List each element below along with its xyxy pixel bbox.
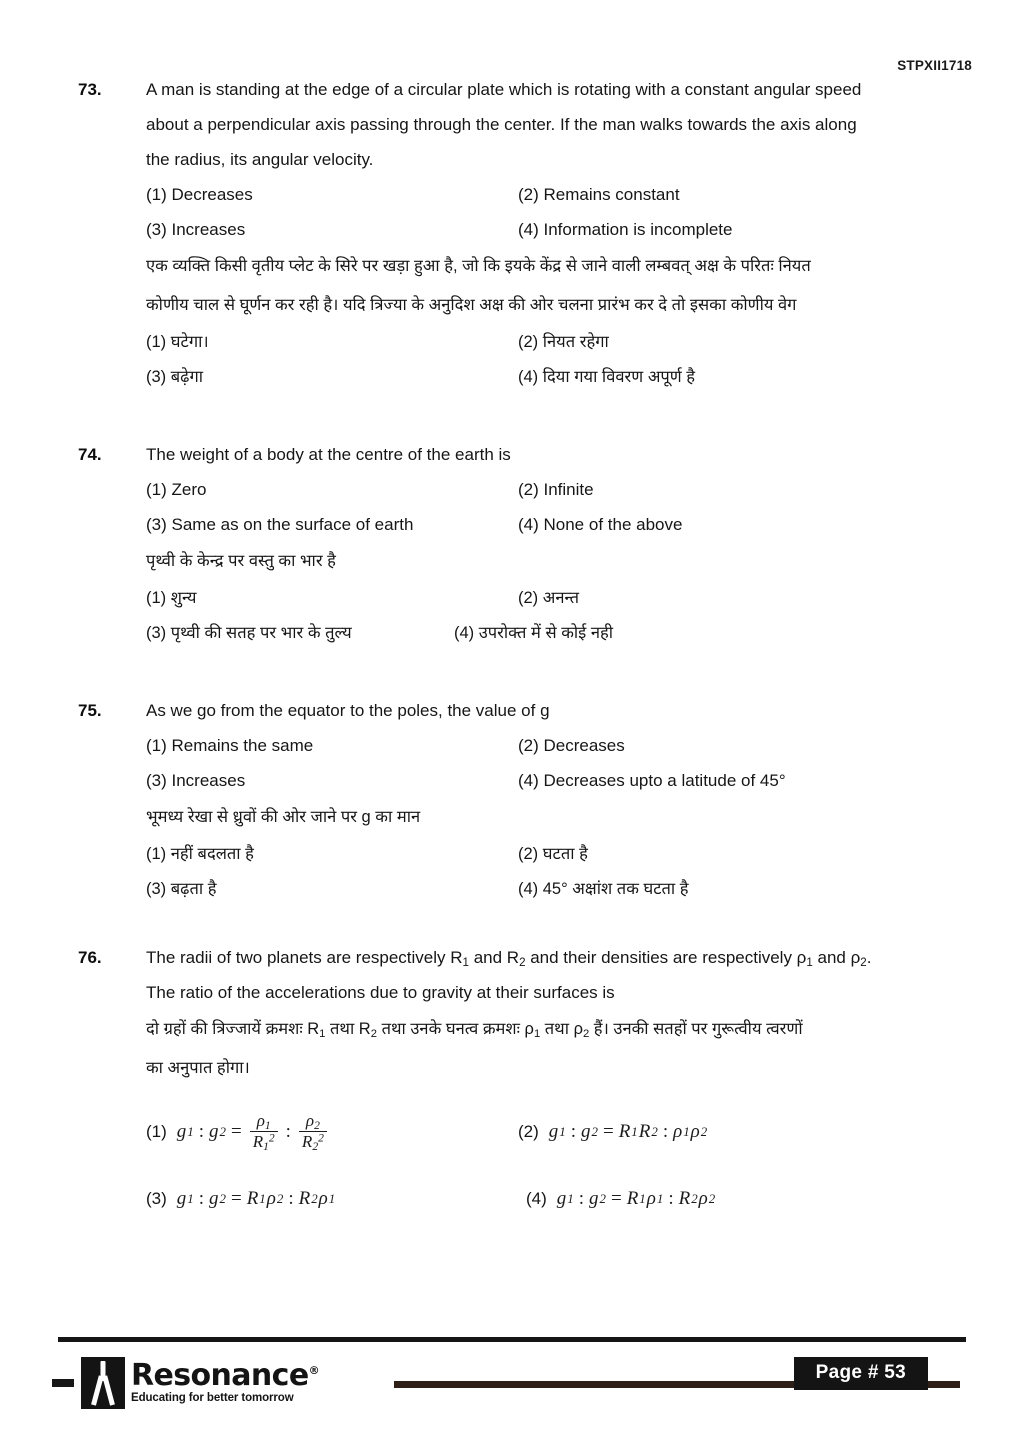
page-number-badge: Page # 53 <box>794 1357 928 1390</box>
q76-o1-R2sub: 2 <box>312 1140 319 1154</box>
question-74-options <box>146 472 958 542</box>
question-76-option-1[interactable] <box>146 1112 518 1152</box>
logo-brand-word: Resonance <box>131 1358 309 1394</box>
question-73-hindi-stem <box>146 247 958 325</box>
question-74-option-1[interactable]: (1) Zero <box>146 480 207 499</box>
q76-o1-equals: = <box>230 1120 242 1142</box>
question-76-hindi-line-1 <box>146 1010 958 1049</box>
q76-hindi-seg-1: दो ग्रहों की त्रिज्जायें क्रमशः R <box>146 1020 320 1038</box>
question-75-hindi-option-row-2 <box>146 872 958 907</box>
q76-o1-rho1: ρ <box>256 1111 265 1130</box>
question-73-number: 73. <box>78 80 102 99</box>
logo-tagline: Educating for better tomorrow <box>131 1392 294 1405</box>
question-73-option-4[interactable]: (4) Information is incomplete <box>518 220 733 239</box>
q76-o2-rho1: ρ <box>673 1120 683 1142</box>
q76-o1-R2: R <box>301 1131 313 1151</box>
question-75-stem-line-1: As we go from the equator to the poles, the value of g <box>146 701 550 720</box>
question-73-hindi-line-1: एक व्यक्ति किसी वृतीय प्लेट के सिरे पर खड़ा हुआ है, जो कि इयके केंद्र से जाने वाली लम्बवत् अक्ष के परितः नियत <box>146 257 811 275</box>
q76-o1-R1sub: 1 <box>263 1140 269 1154</box>
question-76-option-2-formula: g 1 : g 2 = R 1 R 2 : ρ 1 ρ 2 <box>548 1120 708 1142</box>
q76-o3-rho1: ρ <box>318 1187 328 1209</box>
question-73-hindi-option-2[interactable]: (2) नियत रहेगा <box>518 333 609 351</box>
resonance-logo <box>52 1355 319 1411</box>
question-76-hindi-stem <box>146 1010 958 1088</box>
q76-o1-R1: R <box>252 1131 264 1151</box>
question-74-option-2[interactable]: (2) Infinite <box>518 480 594 499</box>
q76-o1-fraction-2 <box>299 1112 327 1152</box>
footer-divider <box>58 1337 966 1342</box>
question-74-hindi-line-1: पृथ्वी के केन्द्र पर वस्तु का भार है <box>146 552 336 570</box>
resonance-mark-icon <box>81 1357 125 1409</box>
question-73-head <box>78 72 958 177</box>
q76-stem-seg-5: . <box>866 948 872 967</box>
question-75-options <box>146 728 958 798</box>
question-73 <box>78 72 958 395</box>
q76-o1-rho2sub: 2 <box>314 1119 320 1133</box>
logo-brand-name <box>131 1358 320 1394</box>
question-73-hindi-line-2: कोणीय चाल से घूर्णन कर रही है। यदि त्रिज्या के अनुदिश अक्ष की ओर चलना प्रारंभ कर दे तो इसका कोणीय वेग <box>146 296 797 314</box>
q76-o1-colon-2: : <box>285 1120 291 1142</box>
question-74-hindi-option-3[interactable]: (3) पृथ्वी की सतह पर भार के तुल्य <box>146 624 352 642</box>
q76-o2-R1: R <box>618 1120 631 1142</box>
question-74 <box>78 437 958 651</box>
registered-trademark-icon: ® <box>308 1364 320 1378</box>
q76-o3-g2: g <box>209 1187 219 1209</box>
q76-o1-fraction-1 <box>250 1112 278 1152</box>
question-74-head <box>78 437 958 472</box>
question-76-option-1-formula: g 1 : g 2 = $\frac{\rho_1}{R_1^2}$ : $\frac{\rho_2}{R_2^2}$ <box>177 1112 330 1152</box>
question-74-option-row-1 <box>146 472 958 507</box>
question-75-stem <box>146 693 958 728</box>
q76-o2-R2: R <box>638 1120 651 1142</box>
q76-o4-rho2: ρ <box>698 1187 708 1209</box>
q76-hindi-sub-2: 2 <box>370 1028 377 1041</box>
question-75-hindi-line-1: भूमध्य रेखा से ध्रुवों की ओर जाने पर g का मान <box>146 808 421 826</box>
question-74-number: 74. <box>78 445 102 464</box>
question-75-head <box>78 693 958 728</box>
question-73-stem-line-2: about a perpendicular axis passing through the center. If the man walks towards the axis along <box>146 115 857 134</box>
q76-o2-g1: g <box>548 1120 559 1142</box>
logo-leg-left-shape <box>91 1375 104 1405</box>
q76-stem-seg-4: and ρ <box>812 948 861 967</box>
question-73-stem-line-1: A man is standing at the edge of a circular plate which is rotating with a constant angular speed <box>146 80 862 99</box>
question-75-hindi-stem <box>146 798 958 837</box>
question-74-hindi-option-2[interactable]: (2) अनन्त <box>518 589 580 607</box>
question-74-option-4[interactable]: (4) None of the above <box>518 515 683 534</box>
q76-hindi-seg-4: तथा ρ <box>540 1020 583 1038</box>
question-75-hindi-option-4[interactable]: (4) 45° अक्षांश तक घटता है <box>518 880 689 898</box>
q76-o4-g2: g <box>589 1187 599 1209</box>
q76-hindi-seg-2: तथा R <box>325 1020 371 1038</box>
q76-o1-rho1sub: 1 <box>264 1119 271 1133</box>
q76-o3-g1: g <box>176 1187 187 1209</box>
q76-o4-colon-1: : <box>578 1187 585 1209</box>
question-76-math-row-2 <box>146 1188 958 1210</box>
question-76-option-3-label: (3) <box>146 1188 167 1208</box>
q76-stem-sub-2: 2 <box>519 957 526 970</box>
q76-o1-R1sup: 2 <box>268 1131 275 1145</box>
question-76-option-3[interactable] <box>146 1188 518 1210</box>
question-75-hindi-option-1[interactable]: (1) नहीं बदलता है <box>146 845 254 863</box>
document-code: STPXII1718 <box>897 58 972 73</box>
q76-o1-den-1 <box>250 1131 278 1152</box>
q76-o3-R2: R <box>298 1187 311 1209</box>
question-76-stem-line-1 <box>146 940 958 975</box>
question-76-option-2-label: (2) <box>518 1121 539 1141</box>
q76-o3-colon-1: : <box>198 1187 205 1209</box>
question-75-option-row-2 <box>146 763 958 798</box>
q76-o1-colon-1: : <box>198 1120 205 1142</box>
question-73-option-row-2 <box>146 212 958 247</box>
question-74-option-3[interactable]: (3) Same as on the surface of earth <box>146 515 414 534</box>
question-74-hindi-stem <box>146 542 958 581</box>
page-footer <box>52 1355 972 1417</box>
q76-o2-colon-2: : <box>662 1120 669 1142</box>
question-76-stem-line-2: The ratio of the accelerations due to gravity at their surfaces is <box>146 983 615 1002</box>
question-73-option-3[interactable]: (3) Increases <box>146 220 246 239</box>
question-73-hindi-option-3[interactable]: (3) बढ़ेगा <box>146 368 204 386</box>
q76-hindi-seg-5: हैं। उनकी सतहों पर गुरूत्वीय त्वरणों <box>589 1020 803 1038</box>
question-74-hindi-option-1[interactable]: (1) शुन्य <box>146 589 197 607</box>
q76-o2-g2: g <box>581 1120 591 1142</box>
q76-o4-R2: R <box>678 1187 691 1209</box>
q76-o1-rho2: ρ <box>305 1111 315 1130</box>
q76-o3-R1: R <box>246 1187 259 1209</box>
question-73-stem <box>146 72 958 177</box>
question-73-hindi-options <box>146 325 958 395</box>
question-75-option-row-1 <box>146 728 958 763</box>
question-76-option-3-formula: g 1 : g 2 = R 1 ρ 2 : R 2 ρ 1 <box>176 1187 336 1209</box>
question-75-option-3[interactable]: (3) Increases <box>146 771 246 790</box>
q76-o2-colon-1: : <box>570 1120 577 1142</box>
q76-stem-seg-3: and their densities are respectively ρ <box>525 948 807 967</box>
question-73-options <box>146 177 958 247</box>
question-76-hindi-line-2: का अनुपात होगा। <box>146 1059 250 1077</box>
question-75-hindi-option-2[interactable]: (2) घटता है <box>518 845 588 863</box>
q76-o1-g2: g <box>209 1120 219 1142</box>
question-75 <box>78 693 958 907</box>
question-76-number: 76. <box>78 948 102 967</box>
question-76-option-1-label: (1) <box>146 1121 167 1141</box>
q76-o1-g1: g <box>176 1120 187 1142</box>
question-75-hindi-option-3[interactable]: (3) बढ़ता है <box>146 880 217 898</box>
question-75-hindi-options <box>146 837 958 907</box>
q76-o1-den-2 <box>299 1131 327 1152</box>
q76-stem-sub-3: 1 <box>806 957 813 970</box>
q76-o4-colon-2: : <box>668 1187 674 1209</box>
question-75-number: 75. <box>78 701 102 720</box>
q76-o3-equals: = <box>230 1187 242 1209</box>
q76-stem-sub-1: 1 <box>462 957 469 970</box>
logo-dash-icon <box>52 1379 74 1387</box>
question-73-hindi-option-row-2 <box>146 360 958 395</box>
question-73-option-2[interactable]: (2) Remains constant <box>518 185 680 204</box>
question-76-option-4[interactable] <box>518 1188 958 1210</box>
question-76 <box>78 940 958 1210</box>
q76-o1-R2sup: 2 <box>318 1131 324 1145</box>
q76-o4-g1: g <box>556 1187 567 1209</box>
logo-text-block <box>131 1358 320 1405</box>
q76-stem-seg-1: The radii of two planets are respectively R <box>146 948 463 967</box>
question-76-option-2[interactable] <box>518 1121 958 1143</box>
question-76-head <box>78 940 958 1010</box>
q76-hindi-seg-3: तथा उनके घनत्व क्रमशः ρ <box>376 1020 534 1038</box>
q76-o1-num-1 <box>254 1112 274 1131</box>
question-75-option-4[interactable]: (4) Decreases upto a latitude of 45° <box>518 771 786 790</box>
question-73-hindi-option-1[interactable]: (1) घटेगा। <box>146 333 209 351</box>
question-75-option-2[interactable]: (2) Decreases <box>518 736 625 755</box>
question-74-hindi-option-row-2 <box>146 616 958 651</box>
question-74-hindi-option-4[interactable]: (4) उपरोक्त में से कोई नही <box>454 624 614 642</box>
question-73-option-1[interactable]: (1) Decreases <box>146 185 253 204</box>
q76-o2-equals: = <box>602 1120 614 1142</box>
q76-o4-rho1: ρ <box>646 1187 656 1209</box>
question-74-stem <box>146 437 958 472</box>
question-76-stem <box>146 940 958 1010</box>
q76-o3-colon-2: : <box>288 1187 294 1209</box>
question-76-option-4-label: (4) <box>526 1188 547 1208</box>
q76-hindi-sub-1: 1 <box>319 1028 326 1041</box>
logo-leg-right-shape <box>102 1375 115 1405</box>
q76-hindi-sub-4: 2 <box>582 1028 590 1041</box>
question-73-option-row-1 <box>146 177 958 212</box>
q76-o3-rho2: ρ <box>266 1187 276 1209</box>
question-76-option-4-formula: g 1 : g 2 = R 1 ρ 1 : R 2 ρ 2 <box>556 1187 716 1209</box>
q76-o4-equals: = <box>610 1187 622 1209</box>
question-74-hindi-option-row-1 <box>146 581 958 616</box>
question-73-stem-line-3: the radius, its angular velocity. <box>146 150 374 169</box>
q76-hindi-sub-3: 1 <box>533 1028 541 1041</box>
question-74-option-row-2 <box>146 507 958 542</box>
question-75-option-1[interactable]: (1) Remains the same <box>146 736 314 755</box>
q76-stem-seg-2: and R <box>468 948 520 967</box>
question-76-math-row-1 <box>146 1112 958 1152</box>
question-74-stem-line-1: The weight of a body at the centre of the earth is <box>146 445 511 464</box>
q76-o4-R1: R <box>626 1187 639 1209</box>
q76-o1-num-2 <box>303 1112 323 1131</box>
question-75-hindi-option-row-1 <box>146 837 958 872</box>
q76-o2-rho2: ρ <box>690 1120 700 1142</box>
question-74-hindi-options <box>146 581 958 651</box>
question-73-hindi-option-4[interactable]: (4) दिया गया विवरण अपूर्ण है <box>518 368 696 386</box>
q76-stem-sub-4: 2 <box>860 957 867 970</box>
question-73-hindi-option-row-1 <box>146 325 958 360</box>
